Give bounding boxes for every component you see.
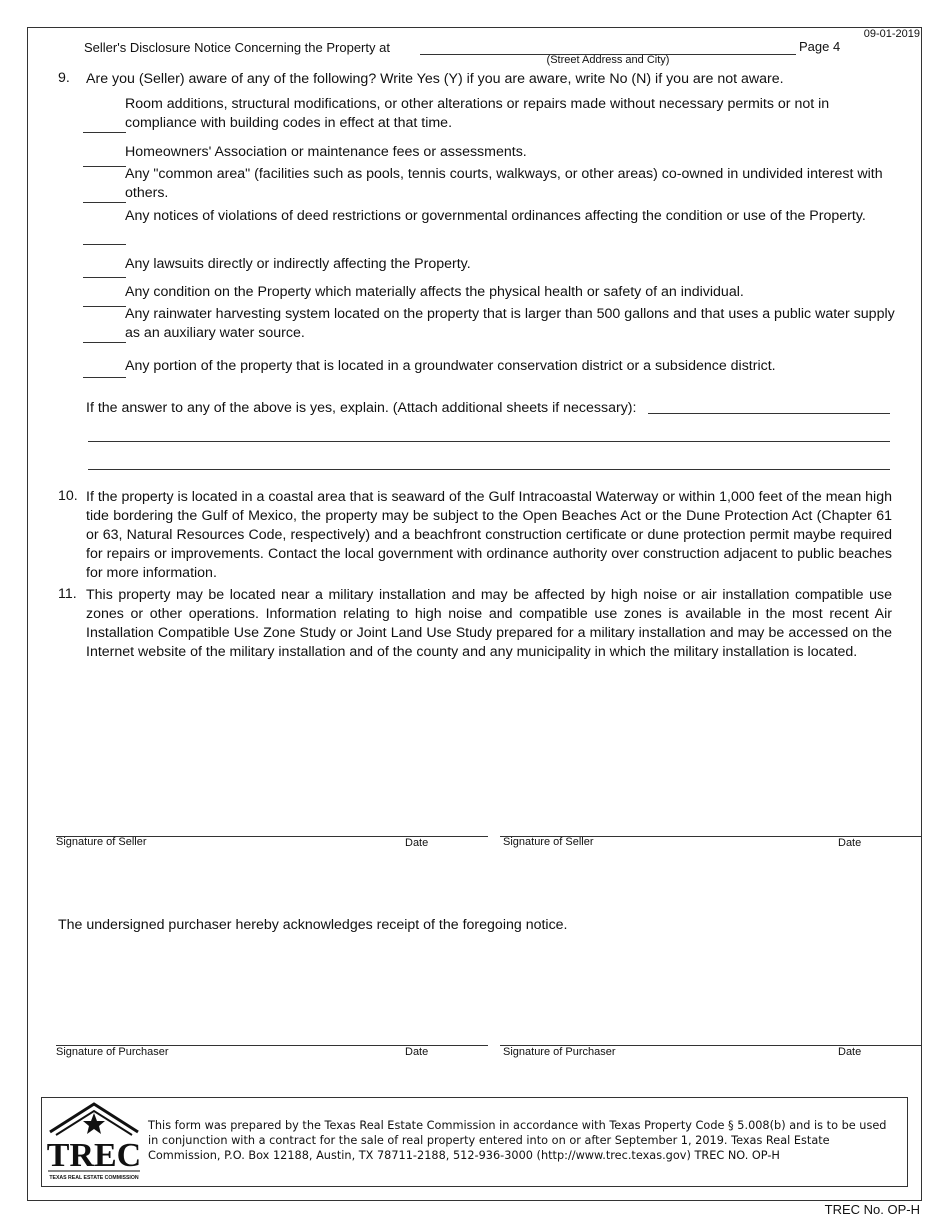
- q9-answer-3[interactable]: [83, 202, 126, 203]
- trec-logo-icon: [46, 1102, 142, 1182]
- q9-answer-4[interactable]: [83, 244, 126, 245]
- q9-item-8: Any portion of the property that is located in a groundwater conservation district or a subsidence district.: [125, 358, 776, 374]
- q9-item-2: Homeowners' Association or maintenance fees or assessments.: [125, 144, 527, 160]
- address-caption: (Street Address and City): [546, 54, 670, 66]
- q9-item-1: Room additions, structural modifications, or other alterations or repairs made without necessary permits or not in compliance with building codes in effect at that time.: [125, 96, 830, 131]
- page-title: Seller's Disclosure Notice Concerning the Property at: [84, 40, 390, 55]
- q9-number: 9.: [58, 70, 70, 86]
- q9-item-5: Any lawsuits directly or indirectly affecting the Property.: [125, 256, 471, 272]
- logo-text: TREC: [46, 1137, 142, 1174]
- revision-date: 09-01-2019: [863, 28, 920, 40]
- logo-subtext: TEXAS REAL ESTATE COMMISSION: [49, 1175, 139, 1181]
- q10-number: 10.: [58, 488, 78, 504]
- q9-answer-6[interactable]: [83, 306, 126, 307]
- q9-answer-8[interactable]: [83, 377, 126, 378]
- purchaser-signature-label-1: Signature of Purchaser: [56, 1046, 169, 1058]
- q9-answer-7[interactable]: [83, 342, 126, 343]
- q9-answer-1[interactable]: [83, 132, 126, 133]
- purchaser-signature-label-2: Signature of Purchaser: [503, 1046, 616, 1058]
- purchaser-date-label-2: Date: [838, 1046, 862, 1058]
- q9-explain-field-1[interactable]: [648, 413, 890, 414]
- page-number: Page 4: [799, 39, 841, 54]
- q9-explain-field-2[interactable]: [88, 441, 890, 442]
- q9-answer-2[interactable]: [83, 166, 126, 167]
- seller-date-label-1: Date: [405, 837, 429, 849]
- purchaser-acknowledgment: The undersigned purchaser hereby acknowledges receipt of the foregoing notice.: [58, 917, 568, 933]
- seller-signature-label-2: Signature of Seller: [503, 836, 594, 848]
- purchaser-date-label-1: Date: [405, 1046, 429, 1058]
- q11-text: This property may be located near a military installation and may be affected by high noise or air installation compatible use zones or other operations. Information relating to high noise and compatible use zones is available in the most recent Air Installation Compatible Use Zone Study or Joint Land Use Study prepared for a military installation and may be accessed on the Internet website of the military installation and of the county and any municipality in which the military installation is located.: [86, 587, 892, 660]
- q9-item-4: Any notices of violations of deed restrictions or governmental ordinances affecting the condition or use of the Property.: [125, 208, 866, 224]
- q11-number: 11.: [58, 586, 77, 602]
- q9-prompt: Are you (Seller) aware of any of the following? Write Yes (Y) if you are aware, write No (N) if you are not aware.: [86, 71, 784, 87]
- trec-logo: [46, 1102, 142, 1182]
- seller-date-label-2: Date: [838, 837, 862, 849]
- q9-item-3: Any "common area" (facilities such as pools, tennis courts, walkways, or other areas) co-owned in undivided interest with others.: [125, 166, 883, 201]
- q9-item-6: Any condition on the Property which materially affects the physical health or safety of an individual.: [125, 284, 744, 300]
- footer-text: This form was prepared by the Texas Real Estate Commission in accordance with Texas Property Code § 5.008(b) and is to be used in conjunction with a contract for the sale of real property entered into on or after September 1, 2019. Texas Real Estate Commission, P.O. Box 12188, Austin, TX 78711-2188, 512-936-3000 (http://www.trec.texas.gov) TREC NO. OP-H: [148, 1119, 887, 1162]
- q9-explain-field-3[interactable]: [88, 469, 890, 470]
- q9-explain-label: If the answer to any of the above is yes, explain. (Attach additional sheets if necessary):: [86, 400, 637, 416]
- form-number: TREC No. OP-H: [824, 1202, 920, 1217]
- q9-item-7: Any rainwater harvesting system located on the property that is larger than 500 gallons and that uses a public water supply as an auxiliary water source.: [125, 306, 895, 341]
- q10-text: If the property is located in a coastal area that is seaward of the Gulf Intracoastal Waterway or within 1,000 feet of the mean high tide bordering the Gulf of Mexico, the property may be subject to the Open Beaches Act or the Dune Protection Act (Chapter 61 or 63, Natural Resources Code, respectively) and a beachfront construction certificate or dune protection permit maybe required for repairs or improvements. Contact the local government with ordinance authority over construction adjacent to public beaches for more information.: [86, 489, 892, 581]
- seller-signature-label-1: Signature of Seller: [56, 836, 147, 848]
- q9-answer-5[interactable]: [83, 277, 126, 278]
